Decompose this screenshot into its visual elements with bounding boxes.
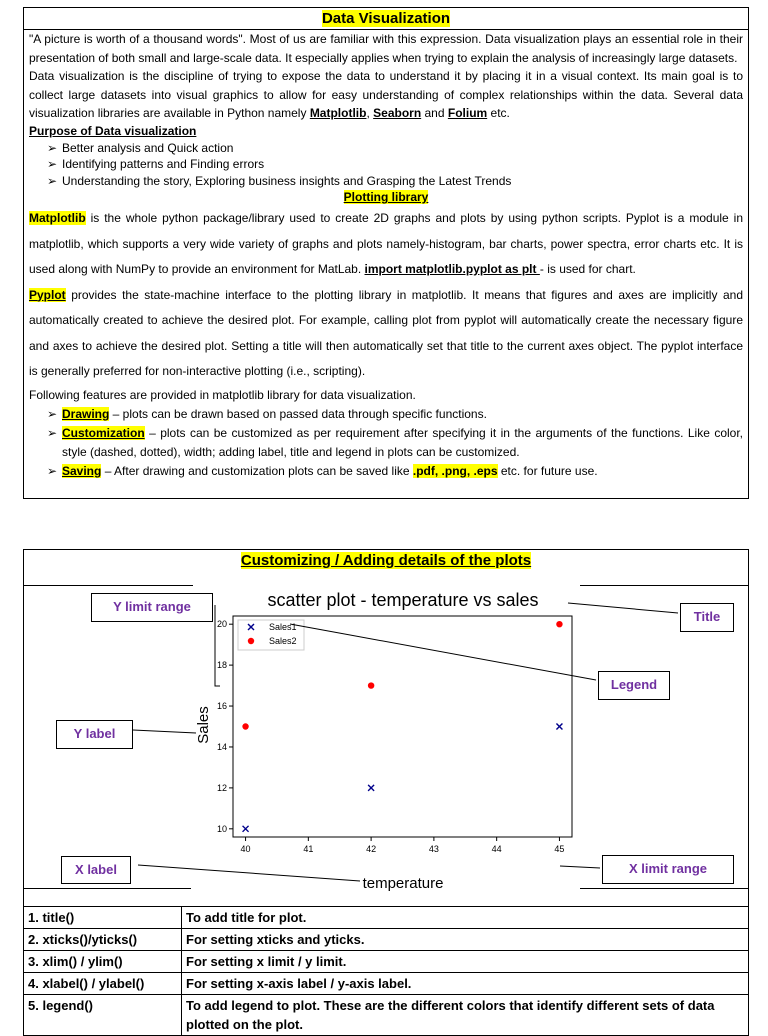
table-row — [24, 929, 749, 951]
features-list — [29, 405, 743, 482]
legend-marker — [248, 638, 254, 644]
list-item — [29, 462, 743, 482]
function-desc: For setting xticks and yticks. — [182, 929, 749, 951]
intro-paragraph: "A picture is worth of a thousand words". Most of us are familiar with this expression. Data visualization plays an essential role in their presentation of both small and large-scale data. It especially applies when trying to explain the analysis of increasingly large datasets. — [29, 32, 743, 65]
callout-title: Title — [680, 603, 734, 632]
y-tick-label: 10 — [216, 823, 227, 834]
table-row — [24, 995, 749, 1036]
y-tick-label: 20 — [216, 619, 227, 630]
function-desc: To add title for plot. — [182, 907, 749, 929]
list-item: ➢ Understanding the story, Exploring business insights and Grasping the Latest Trends — [29, 173, 743, 190]
y-tick-label: 18 — [216, 660, 227, 671]
pyplot-term: Pyplot — [29, 287, 66, 302]
matplotlib-term: Matplotlib — [29, 211, 86, 225]
function-desc: For setting x-axis label / y-axis label. — [182, 973, 749, 995]
purpose-list — [29, 140, 743, 190]
feature-term: Saving — [62, 464, 102, 478]
section-title-bar — [24, 552, 748, 570]
title-leader — [568, 603, 678, 613]
ylabel-leader — [133, 730, 196, 733]
function-desc: For setting x limit / y limit. — [182, 951, 749, 973]
list-item — [29, 424, 743, 462]
list-item: ➢ Identifying patterns and Finding errors — [29, 156, 743, 173]
function-name: 3. xlim() / ylim() — [24, 951, 182, 973]
data-point-sales1 — [243, 826, 249, 832]
section-title: Customizing / Adding details of the plots — [240, 552, 532, 569]
data-point-sales1 — [556, 724, 562, 730]
section-title: Data Visualization — [321, 10, 451, 27]
feature-text: – After drawing and customization plots can be saved like — [101, 464, 413, 478]
definition-paragraph — [29, 67, 743, 123]
data-point-sales2 — [556, 621, 562, 627]
x-tick-label: 40 — [240, 844, 251, 854]
callout-xlabel: X label — [61, 856, 131, 884]
separator: , — [366, 106, 374, 120]
matplotlib-paragraph — [29, 206, 743, 283]
x-tick-label: 45 — [554, 844, 565, 854]
library-paragraphs — [29, 206, 743, 385]
x-tick-label: 44 — [491, 844, 502, 854]
y-axis-label: Sales — [195, 706, 212, 744]
plotting-heading: Plotting library — [343, 190, 429, 204]
import-tail: - is used for chart. — [539, 262, 636, 276]
matplotlib-text: is the whole python package/library used to create 2D graphs and plots by using python scripts. Pyplot is a module in matplotlib, which supports a very wide variety of graphs and plots namely-histogram, bar charts, power spectra, error charts etc. It is used along with NumPy to provide an environment for MatLab. — [29, 211, 743, 276]
function-name: 5. legend() — [24, 995, 182, 1036]
legend-label: Sales2 — [269, 636, 297, 646]
function-name: 1. title() — [24, 907, 182, 929]
x-tick-label: 42 — [366, 844, 377, 854]
import-code: import matplotlib.pyplot as plt — [364, 262, 540, 276]
xlimit-leader — [560, 866, 600, 868]
definition-text: Data visualization is the discipline of trying to expose the data to understand it by placing it in a visual context. Its main goal is to collect large datasets into visual graphics to allow for easy understanding of complex relationships within the data. Several data visualization libraries are available in Python namely — [29, 69, 743, 120]
file-formats: .pdf, .png, .eps — [412, 464, 498, 478]
data-point-sales2 — [242, 723, 248, 729]
purpose-heading: Purpose of Data visualization — [29, 123, 197, 138]
feature-term: Drawing — [62, 406, 110, 421]
list-item — [29, 405, 743, 425]
data-point-sales1 — [368, 785, 374, 791]
table-row — [24, 907, 749, 929]
functions-table — [23, 906, 749, 1036]
y-axis-ticks — [217, 619, 233, 834]
definition-end: etc. — [487, 106, 510, 120]
function-desc: To add legend to plot. These are the different colors that identify different sets of data plotted on the plot. — [182, 995, 749, 1036]
x-tick-label: 43 — [428, 844, 439, 854]
xlabel-leader — [138, 865, 360, 881]
lib-seaborn: Seaborn — [373, 106, 422, 120]
lib-matplotlib: Matplotlib — [309, 106, 367, 120]
x-tick-label: 41 — [303, 844, 314, 854]
lib-folium: Folium — [447, 106, 488, 120]
x-axis-ticks — [241, 837, 565, 854]
list-item: ➢ Better analysis and Quick action — [29, 140, 743, 157]
table-row — [24, 973, 749, 995]
feature-tail: etc. for future use. — [497, 464, 598, 478]
x-axis-label: temperature — [362, 875, 444, 892]
callout-xlimit: X limit range — [602, 855, 734, 884]
feature-term: Customization — [62, 426, 145, 440]
y-tick-label: 16 — [216, 701, 227, 712]
pyplot-paragraph — [29, 283, 743, 385]
ylimit-leader — [215, 605, 220, 686]
legend-leader — [290, 624, 596, 680]
plotting-heading-row — [29, 189, 743, 206]
data-points — [242, 621, 562, 832]
data-point-sales2 — [368, 682, 374, 688]
function-name: 2. xticks()/yticks() — [24, 929, 182, 951]
feature-text: – plots can be drawn based on passed data through specific functions. — [109, 406, 487, 421]
callout-ylabel: Y label — [56, 720, 133, 749]
table-row — [24, 951, 749, 973]
callout-ylimit: Y limit range — [91, 593, 213, 622]
callout-lines — [133, 603, 678, 881]
separator: and — [421, 106, 448, 120]
section-body — [29, 30, 743, 482]
y-tick-label: 12 — [216, 782, 227, 793]
features-intro: Following features are provided in matplotlib library for data visualization. — [29, 387, 416, 402]
function-name: 4. xlabel() / ylabel() — [24, 973, 182, 995]
data-visualization-section — [23, 7, 749, 499]
y-tick-label: 14 — [216, 741, 227, 752]
chart-title: scatter plot - temperature vs sales — [267, 590, 539, 610]
feature-text: – plots can be customized as per requirement after specifying it in the arguments of the functions. Like color, style (dashed, dotted), width; adding label, title and legend in plots can be customized. — [62, 426, 743, 459]
functions-table-body — [24, 907, 749, 1036]
legend-label: Sales1 — [269, 622, 297, 632]
pyplot-text: provides the state-machine interface to the plotting library in matplotlib. It means that figures and axes are implicitly and automatically created to achieve the desired plot. For example, calling plot from pyplot will automatically create the necessary figure and axes to achieve the desired plot. Setting a title will then automatically set that title to the current axes object. The pyplot interface is generally preferred for non-interactive plotting (i.e., scripting). — [29, 287, 743, 378]
section-title-bar — [24, 9, 748, 30]
callout-legend: Legend — [598, 671, 670, 700]
